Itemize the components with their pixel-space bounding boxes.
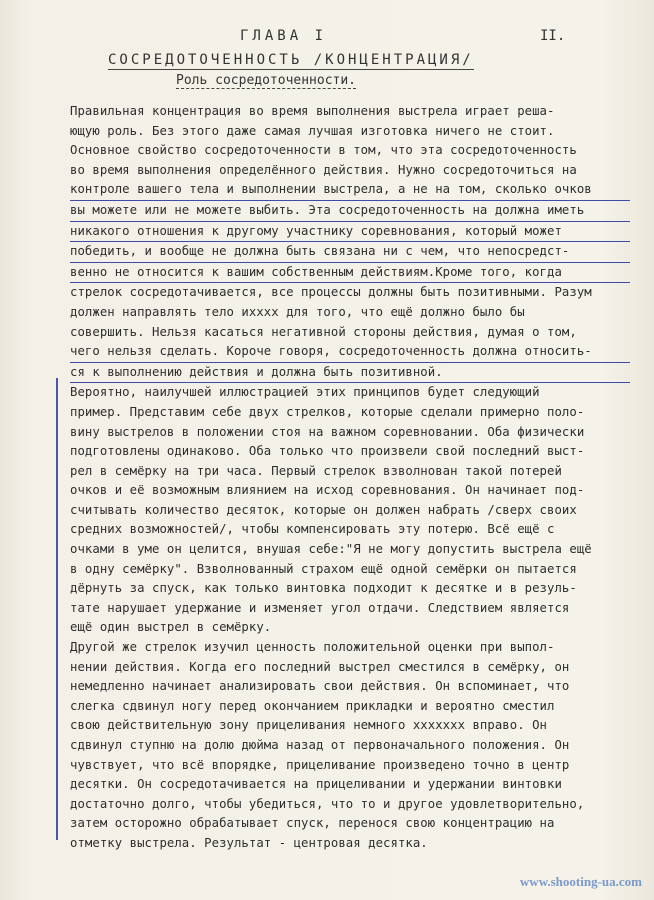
text-line: очков и её возможным влиянием на исход соревнования. Он начинает под- — [70, 483, 585, 498]
text-line: свою действительную зону прицеливания немного ххххххх вправо. Он — [70, 718, 548, 733]
text-line-underlined: чего нельзя сделать. Короче говоря, сосредоточенность должна относить- — [70, 342, 630, 363]
watermark-text: www.shooting-ua.com — [519, 874, 642, 889]
text-line-underlined: победить, и вообще не должна быть связана ни с чем, что непосредст- — [70, 242, 630, 263]
text-line: подготовлены одинаково. Оба только что произвели свой последний выст- — [70, 444, 585, 459]
text-line: слегка сдвинул ногу перед окончанием прикладки и вероятно сместил — [70, 698, 555, 713]
text-line: пример. Представим себе двух стрелков, которые сделали примерно поло- — [70, 404, 585, 419]
text-line: достаточно долго, чтобы убедиться, что то и другое удовлетворительно, — [70, 796, 585, 811]
text-line: десятки. Он сосредотачивается на прицеливании и удержании винтовки — [70, 777, 562, 792]
text-line: средних возможностей/, чтобы компенсировать эту потерю. Всё ещё с — [70, 522, 555, 537]
text-line: совершить. Нельзя касаться негативной стороны действия, думая о том, — [70, 324, 577, 339]
page-number: II. — [540, 28, 566, 44]
text-line: стрелок сосредотачивается, все процессы должны быть позитивными. Разум — [70, 285, 592, 300]
text-line: во время выполнения определённого действия. Нужно сосредоточиться на — [70, 162, 577, 177]
text-line: отметку выстрела. Результат - центровая десятка. — [70, 835, 428, 850]
text-line-underlined: контроле вашего тела и выполнении выстрела, а не на том, сколько очков — [70, 180, 630, 201]
margin-mark-line — [56, 378, 58, 840]
text-line: затем осторожно обрабатывает спуск, перенося свою концентрацию на — [70, 816, 555, 831]
text-line: тате нарушает удержание и изменяет угол отдачи. Следствием является — [70, 600, 570, 615]
text-line-underlined: вы можете или не можете выбить. Эта сосредоточенность на должна иметь — [70, 201, 630, 222]
text-line: дёрнуть за спуск, как только винтовка подходит к десятке и в резуль- — [70, 581, 577, 596]
section-subtitle: Роль сосредоточенности. — [176, 73, 357, 88]
text-line: чувствует, что всё впорядке, прицеливание произведено точно в центр — [70, 757, 570, 772]
text-line: Другой же стрелок изучил ценность положительной оценки при выпол- — [70, 640, 555, 655]
text-line: ещё один выстрел в семёрку. — [70, 620, 272, 635]
text-line-underlined: ся к выполнению действия и должна быть позитивной. — [70, 363, 630, 384]
text-line: нении действия. Когда его последний выстрел сместился в семёрку, он — [70, 659, 570, 674]
section-title: СОСРЕДОТОЧЕННОСТЬ /КОНЦЕНТРАЦИЯ/ — [108, 52, 474, 68]
text-line: Вероятно, наилучшей иллюстрацией этих принципов будет следующий — [70, 385, 540, 400]
text-line: вину выстрелов в положении стоя на важном соревновании. Оба физически — [70, 424, 585, 439]
text-line: сдвинул ступню на долю дюйма назад от первоначального положения. Он — [70, 738, 570, 752]
text-line: Правильная концентрация во время выполнения выстрела играет реша- — [70, 104, 555, 118]
text-line: Основное свойство сосредоточенности в том, что эта сосредоточенность — [70, 143, 577, 158]
text-line: ющую роль. Без этого даже самая лучшая изготовка ничего не стоит. — [70, 123, 555, 138]
text-line-underlined: никакого отношения к другому участнику соревнования, который может — [70, 222, 630, 243]
body-text — [70, 102, 630, 854]
text-line-underlined: венно не относится к вашим собственным действиям.Кроме того, когда — [70, 263, 630, 284]
chapter-heading: ГЛАВА I — [240, 28, 328, 44]
text-line: рел в семёрку на три часа. Первый стрелок взволнован такой потерей — [70, 463, 562, 478]
text-line: должен направлять тело ихххх для того, что ещё должно было бы — [70, 304, 525, 319]
text-line: очками в уме он целится, внушая себе:"Я не могу допустить выстрела ещё — [70, 542, 592, 557]
text-line: считывать количество десяток, которые он должен набрать /сверх своих — [70, 502, 577, 517]
text-line: немедленно начинает анализировать свои действия. Он вспоминает, что — [70, 679, 570, 694]
text-line: в одну семёрку". Взволнованный страхом ещё одной семёрки он пытается — [70, 561, 577, 576]
